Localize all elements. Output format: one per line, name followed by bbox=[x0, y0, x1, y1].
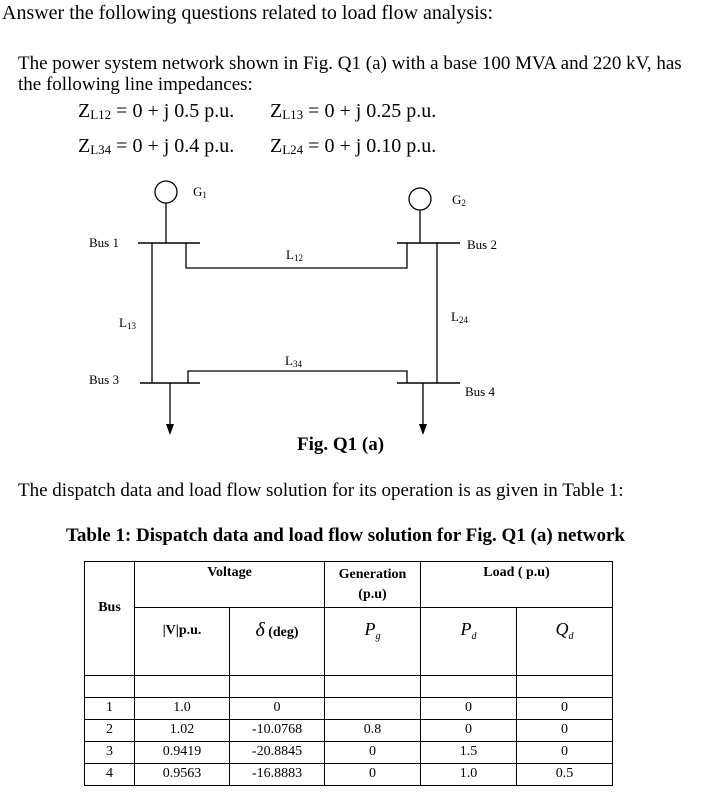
cell-vmag: 0.9419 bbox=[135, 741, 230, 763]
header-bus: Bus bbox=[85, 562, 135, 654]
cell-pg: 0 bbox=[325, 741, 421, 763]
header-pd: $P_d$ bbox=[421, 608, 517, 654]
label-l13: $L_{13}$ bbox=[119, 315, 136, 331]
header-load: Load ( p.u) bbox=[421, 562, 613, 608]
cell-delta: 0 bbox=[230, 697, 325, 719]
header-delta: δ (deg) bbox=[230, 608, 325, 654]
figure-caption: Fig. Q1 (a) bbox=[297, 434, 385, 455]
header-qd: $Q_d$ bbox=[517, 608, 613, 654]
cell-qd: 0.5 bbox=[517, 763, 613, 785]
cell-pd: 0 bbox=[421, 719, 517, 741]
cell-pg: 0 bbox=[325, 763, 421, 785]
label-bus-2: Bus 2 bbox=[467, 237, 497, 252]
table-title: Table 1: Dispatch data and load flow solution for Fig. Q1 (a) network bbox=[66, 525, 625, 546]
table-row bbox=[85, 697, 613, 719]
question-heading: Answer the following questions related to load flow analysis: bbox=[2, 2, 494, 24]
cell-pd: 0 bbox=[421, 697, 517, 719]
generator-g1-icon bbox=[155, 181, 177, 203]
load-bus4-arrow-icon bbox=[419, 424, 427, 435]
label-bus-1: Bus 1 bbox=[89, 235, 119, 250]
label-bus-3: Bus 3 bbox=[89, 372, 119, 387]
cell-bus: 1 bbox=[85, 697, 135, 719]
impedance-l12: $Z_{L12} = 0 + j$ 0.5 p.u. bbox=[78, 100, 235, 122]
label-g2: $G_2$ bbox=[452, 192, 466, 208]
intro-paragraph: The power system network shown in Fig. Q1 (a) with a base 100 MVA and 220 kV, has the following line impedances: bbox=[18, 53, 682, 95]
label-l12: $L_{12}$ bbox=[286, 247, 303, 263]
cell-vmag: 0.9563 bbox=[135, 763, 230, 785]
impedance-l34: $Z_{L34} = 0 + j$ 0.4 p.u. bbox=[78, 135, 235, 157]
cell-pd: 1.0 bbox=[421, 763, 517, 785]
cell-delta: -20.8845 bbox=[230, 741, 325, 763]
cell-qd: 0 bbox=[517, 719, 613, 741]
cell-pg bbox=[325, 697, 421, 719]
cell-bus: 4 bbox=[85, 763, 135, 785]
load-bus3-arrow-icon bbox=[166, 424, 174, 435]
impedance-l24: $Z_{L24} = 0 + j$ 0.10 p.u. bbox=[270, 135, 437, 157]
load-flow-table bbox=[84, 561, 613, 786]
cell-qd: 0 bbox=[517, 741, 613, 763]
cell-delta: -16.8883 bbox=[230, 763, 325, 785]
label-bus-4: Bus 4 bbox=[465, 384, 495, 399]
cell-bus: 2 bbox=[85, 719, 135, 741]
cell-pg: 0.8 bbox=[325, 719, 421, 741]
table-row bbox=[85, 741, 613, 763]
cell-qd: 0 bbox=[517, 697, 613, 719]
header-pg: $P_g$ bbox=[325, 608, 421, 654]
generator-g2-icon bbox=[409, 188, 431, 210]
impedance-l13: $Z_{L13} = 0 + j$ 0.25 p.u. bbox=[270, 100, 437, 122]
table-row bbox=[85, 719, 613, 741]
cell-delta: -10.0768 bbox=[230, 719, 325, 741]
table-row bbox=[85, 763, 613, 785]
cell-vmag: 1.0 bbox=[135, 697, 230, 719]
cell-vmag: 1.02 bbox=[135, 719, 230, 741]
cell-pd: 1.5 bbox=[421, 741, 517, 763]
header-voltage: Voltage bbox=[135, 562, 325, 608]
line-l34 bbox=[188, 371, 407, 383]
cell-bus: 3 bbox=[85, 741, 135, 763]
label-l34: $L_{34}$ bbox=[285, 353, 302, 369]
dispatch-paragraph: The dispatch data and load flow solution for its operation is as given in Table 1: bbox=[18, 480, 624, 501]
label-l24: $L_{24}$ bbox=[451, 309, 468, 325]
one-line-diagram bbox=[0, 170, 711, 440]
header-vmag: |V|p.u. bbox=[135, 608, 230, 654]
label-g1: $G_1$ bbox=[193, 184, 207, 200]
header-generation: Generation (p.u) bbox=[325, 562, 421, 608]
